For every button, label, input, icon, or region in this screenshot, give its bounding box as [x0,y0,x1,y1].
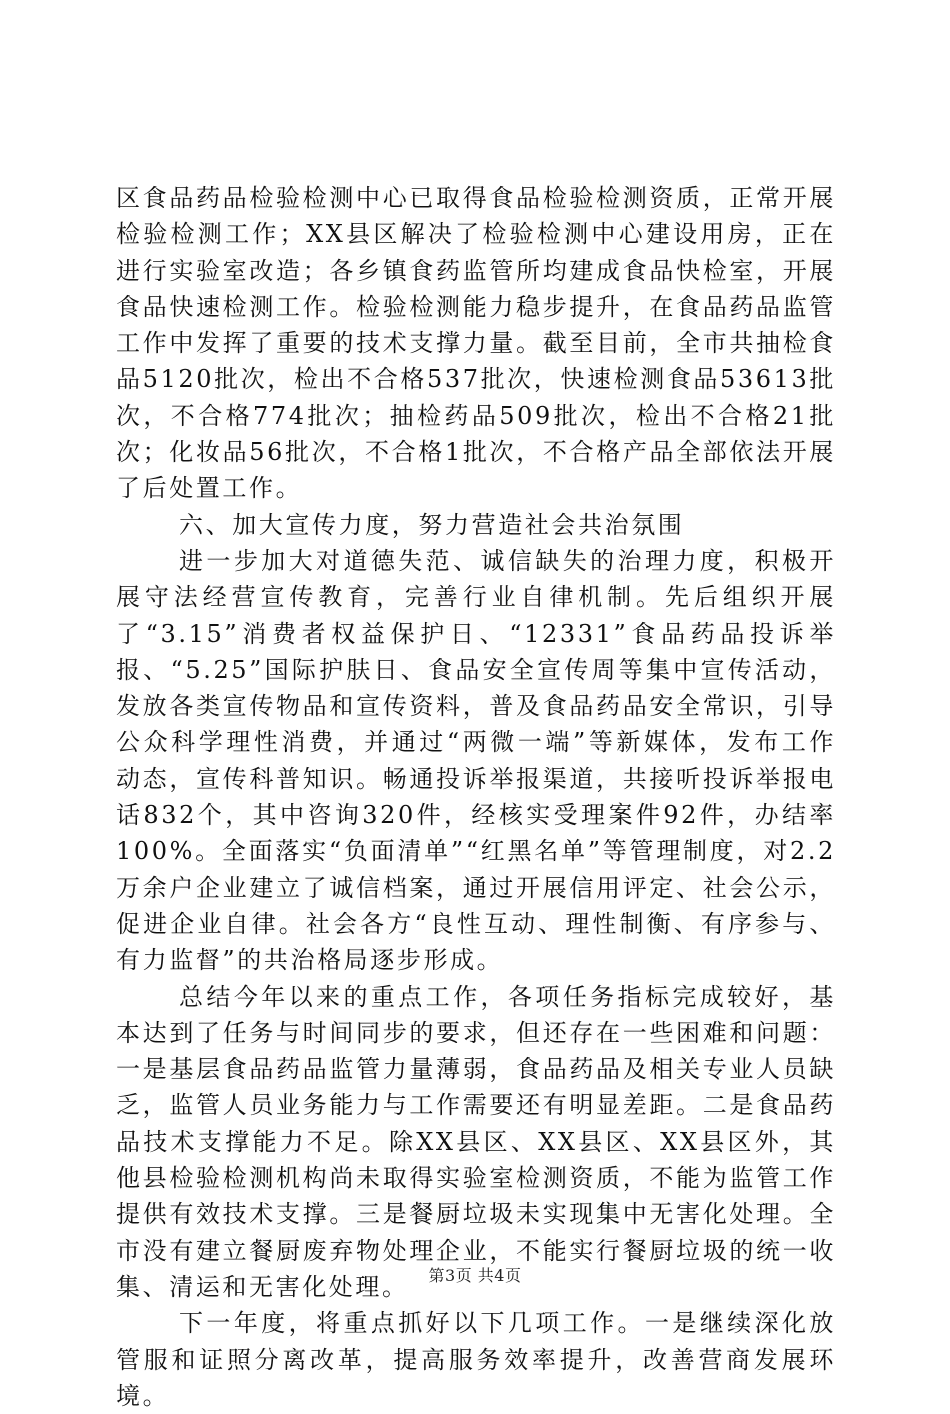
page-number-footer: 第3页 共4页 [428,1266,522,1285]
document-body [116,180,836,1414]
paragraph-next-year: 下一年度，将重点抓好以下几项工作。一是继续深化放管服和证照分离改革，提高服务效率提升，改善营商发展环境。 [116,1309,836,1410]
section-heading-publicity: 六、加大宣传力度，努力营造社会共治氛围 [179,510,685,539]
paragraph-summary-problems: 总结今年以来的重点工作，各项任务指标完成较好，基本达到了任务与时间同步的要求，但还存在一些困难和问题：一是基层食品药品监管力量薄弱，食品药品及相关专业人员缺乏，监管人员业务能力与工作需要还有明显差距。二是食品药品技术支撑能力不足。除XX县区、XX县区、XX县区外，其他县检验检测机构尚未取得实验室检测资质，不能为监管工作提供有效技术支撑。三是餐厨垃圾未实现集中无害化处理。全市没有建立餐厨废弃物处理企业，不能实行餐厨垃圾的统一收集、清运和无害化处理。 [116,982,836,1301]
paragraph-publicity: 进一步加大对道德失范、诚信缺失的治理力度，积极开展守法经营宣传教育，完善行业自律机制。先后组织开展了“3.15”消费者权益保护日、“12331”食品药品投诉举报、“5.25”国际护肤日、食品安全宣传周等集中宣传活动，发放各类宣传物品和宣传资料，普及食品药品安全常识，引导公众科学理性消费，并通过“两微一端”等新媒体，发布工作动态，宣传科普知识。畅通投诉举报渠道，共接听投诉举报电话832个，其中咨询320件，经核实受理案件92件，办结率100%。全面落实“负面清单”“红黑名单”等管理制度，对2.2万余户企业建立了诚信档案，通过开展信用评定、社会公示，促进企业自律。社会各方“良性互动、理性制衡、有序参与、有力监督”的共治格局逐步形成。 [116,546,836,975]
paragraph-inspection-results: 区食品药品检验检测中心已取得食品检验检测资质，正常开展检验检测工作；XX县区解决了检验检测中心建设用房，正在进行实验室改造；各乡镇食药监管所均建成食品快检室，开展食品快速检测工作。检验检测能力稳步提升，在食品药品监管工作中发挥了重要的技术支撑力量。截至目前，全市共抽检食品5120批次，检出不合格537批次，快速检测食品53613批次，不合格774批次；抽检药品509批次，检出不合格21批次；化妆品56批次，不合格1批次，不合格产品全部依法开展了后处置工作。 [116,184,836,503]
